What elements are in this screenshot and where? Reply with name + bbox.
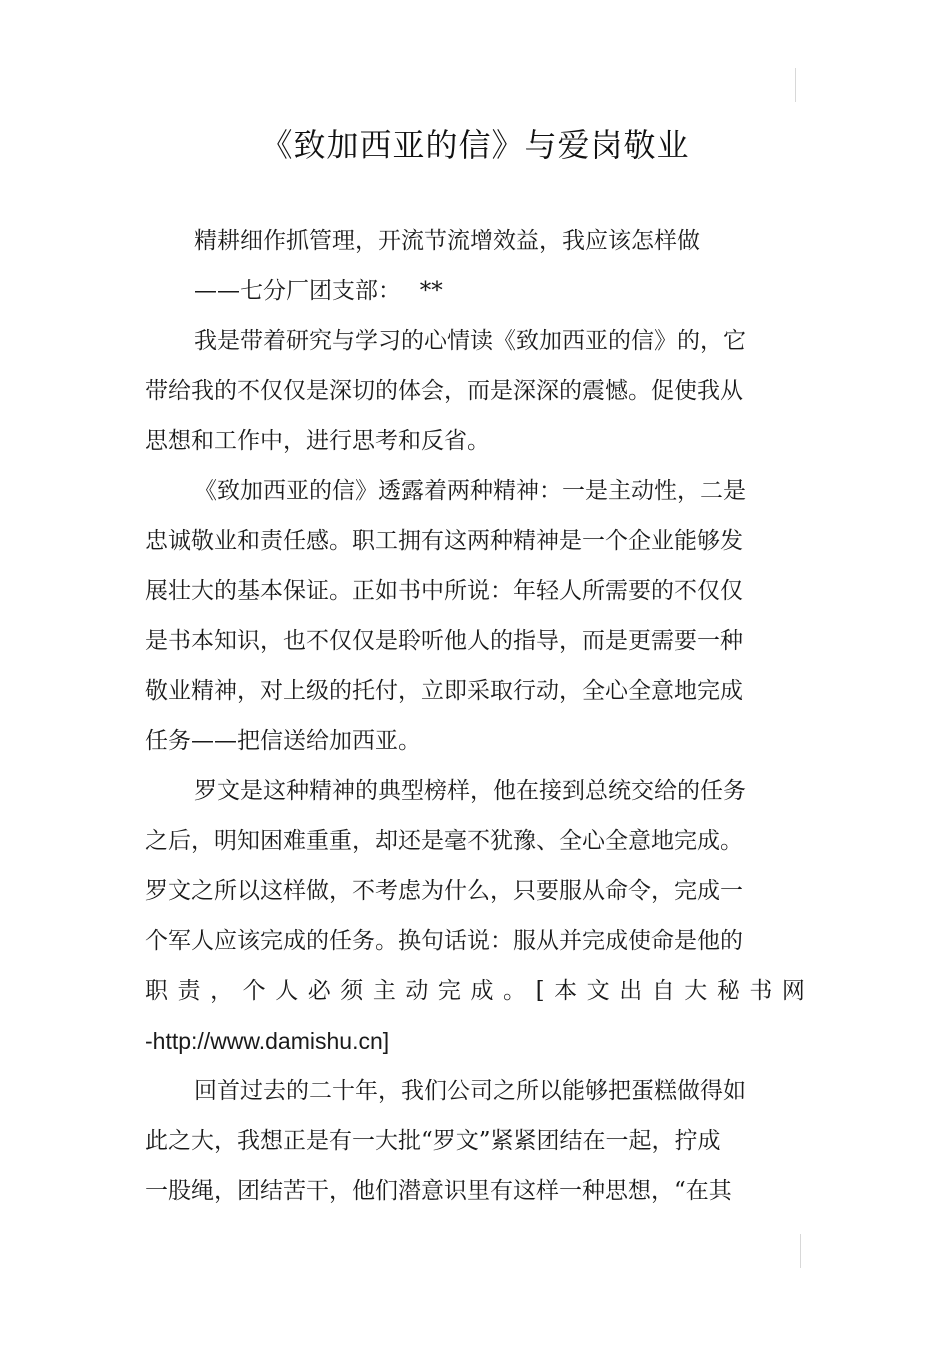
- justified-char: 网: [781, 978, 805, 1004]
- paragraph-2-line-3: 展壮大的基本保证。正如书中所说：年轻人所需要的不仅仅: [145, 578, 743, 604]
- document-title: 《致加西亚的信》与爱岗敬业: [260, 126, 690, 164]
- paragraph-2-line-5: 敬业精神，对上级的托付，立即采取行动，全心全意地完成: [145, 678, 743, 704]
- paragraph-1-line-2: 带给我的不仅仅是深切的体会，而是深深的震憾。促使我从: [145, 378, 743, 404]
- paragraph-1-line-1: 我是带着研究与学习的心情读《致加西亚的信》的，它: [194, 328, 746, 354]
- justified-char: 秘: [716, 978, 740, 1004]
- paragraph-3-line-3: 罗文之所以这样做，不考虑为什么，只要服从命令，完成一: [145, 878, 743, 904]
- paragraph-3-line-4: 个军人应该完成的任务。换句话说：服从并完成使命是他的: [145, 928, 743, 954]
- justified-char: 大: [684, 978, 708, 1004]
- justified-char: 人: [275, 978, 299, 1004]
- paragraph-1-line-3: 思想和工作中，进行思考和反省。: [145, 428, 490, 454]
- paragraph-4-line-2: 此之大，我想正是有一大批“罗文”紧紧团结在一起，拧成: [145, 1128, 721, 1154]
- justified-char: 责: [177, 978, 201, 1004]
- paragraph-2-line-4: 是书本知识，也不仅仅是聆听他人的指导，而是更需要一种: [145, 628, 743, 654]
- document-subtitle: 精耕细作抓管理，开流节流增效益，我应该怎样做: [194, 228, 700, 254]
- justified-char: 。: [503, 978, 527, 1004]
- justified-char: 文: [586, 978, 610, 1004]
- justified-char: [: [535, 978, 545, 1004]
- paragraph-2-line-2: 忠诚敬业和责任感。职工拥有这两种精神是一个企业能够发: [145, 528, 743, 554]
- justified-char: 职: [145, 978, 168, 1004]
- paragraph-3-line-1: 罗文是这种精神的典型榜样，他在接到总统交给的任务: [194, 778, 746, 804]
- justified-char: 主: [372, 978, 396, 1004]
- source-url: -http://www.damishu.cn]: [145, 1028, 390, 1054]
- paragraph-4-line-3: 一股绳，团结苦干，他们潜意识里有这样一种思想，“在其: [145, 1178, 732, 1204]
- justified-char: 动: [405, 978, 429, 1004]
- justified-char: 个: [242, 978, 266, 1004]
- justified-char: 必: [307, 978, 331, 1004]
- justified-char: 自: [651, 978, 675, 1004]
- justified-char: 本: [554, 978, 578, 1004]
- page-corner-mark-bottom: [800, 1234, 801, 1268]
- justified-char: ，: [210, 978, 234, 1004]
- paragraph-2-line-6: 任务——把信送给加西亚。: [145, 728, 421, 754]
- justified-char: 须: [340, 978, 364, 1004]
- paragraph-2-line-1: 《致加西亚的信》透露着两种精神：一是主动性，二是: [194, 478, 746, 504]
- justified-char: 书: [749, 978, 773, 1004]
- justified-char: 成: [470, 978, 494, 1004]
- paragraph-4-line-1: 回首过去的二十年，我们公司之所以能够把蛋糕做得如: [194, 1078, 746, 1104]
- paragraph-3-line-2: 之后，明知困难重重，却还是毫不犹豫、全心全意地完成。: [145, 828, 743, 854]
- paragraph-3-line-5: [145, 976, 805, 1006]
- page-corner-mark-top: [795, 68, 796, 102]
- author-line: ——七分厂团支部： **: [194, 278, 443, 304]
- justified-char: 完: [437, 978, 461, 1004]
- justified-char: 出: [619, 978, 643, 1004]
